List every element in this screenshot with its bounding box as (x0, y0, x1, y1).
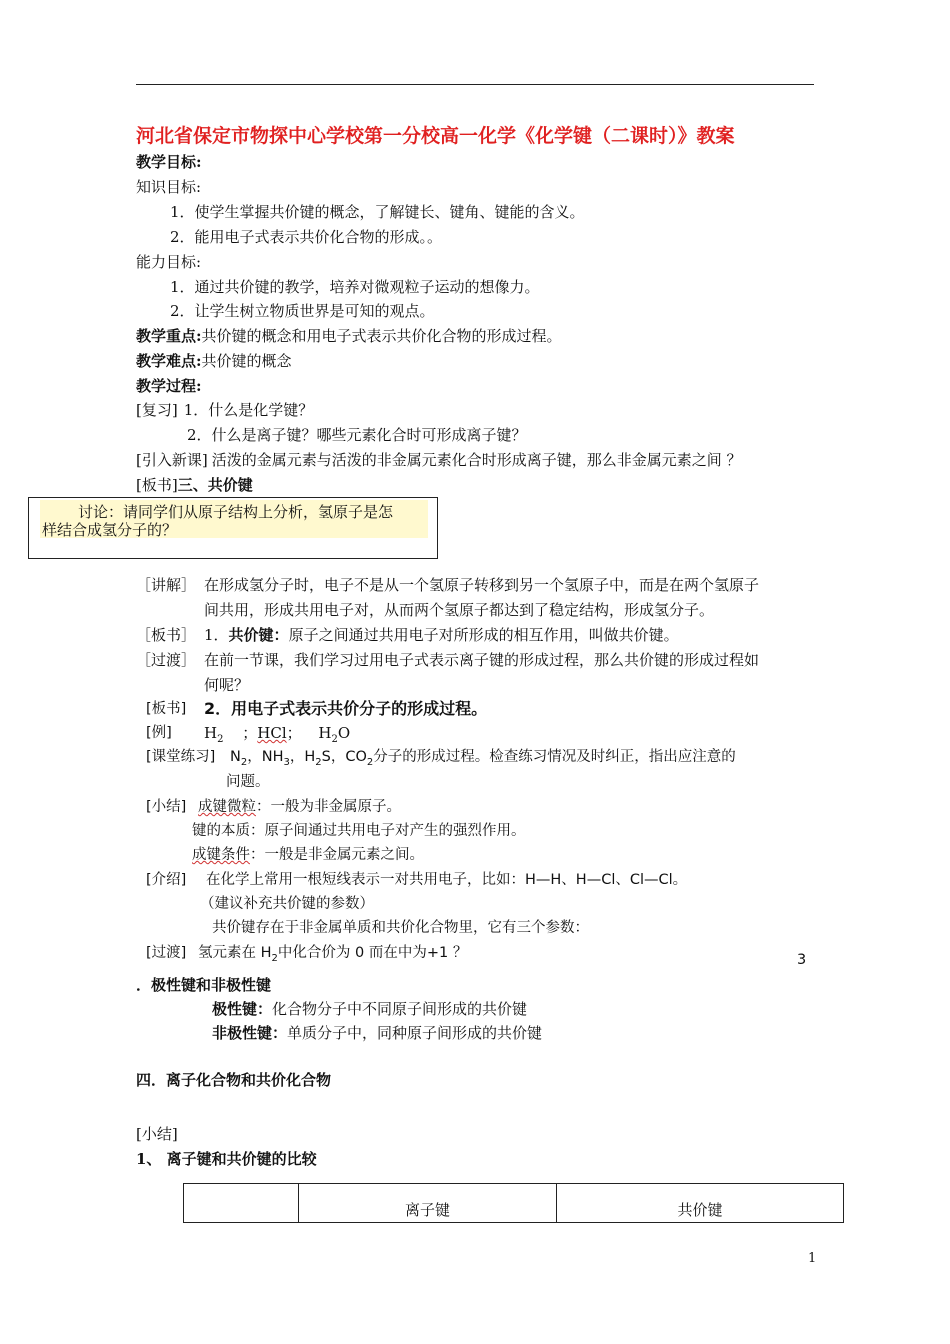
summary1-l1-text: ：一般为非金属原子。 (256, 799, 401, 815)
board2-line (204, 625, 679, 645)
process-heading: 教学过程: (136, 377, 202, 395)
review-line-1 (136, 400, 313, 420)
summary1-tag: [小结] (146, 799, 187, 815)
summary1-line-3 (192, 845, 424, 865)
transition2-text-a: 氢元素在 H (198, 945, 272, 961)
practice-h2s-b: S，CO (321, 749, 367, 765)
transition2-sub: 2 (271, 952, 278, 964)
example-h2o-b: O (337, 724, 351, 742)
summary1-line-1 (198, 797, 401, 817)
ability-item-1: 1．通过共价键的教学，培养对微观粒子运动的想像力。 (170, 278, 540, 296)
polar-label: 极性键： (212, 1000, 273, 1018)
difficulty-text: 共价键的概念 (201, 352, 292, 370)
board2-text: 原子之间通过共用电子对所形成的相互作用，叫做共价键。 (288, 626, 679, 644)
review-q1: 1．什么是化学键？ (183, 401, 314, 419)
practice-rest: 分子的形成过程。检查练习情况及时纠正，指出应注意的 (373, 749, 736, 765)
transition1-line-2: 何呢？ (204, 676, 250, 694)
example-semi: ； (286, 724, 302, 742)
ability-item-2: 2．让学生树立物质世界是可知的观点。 (170, 302, 435, 320)
page-number: 1 (808, 1251, 817, 1266)
example-h2o-a: H (318, 724, 332, 742)
explain-tag: ［讲解］ (136, 576, 197, 594)
board2-num: 1． (204, 626, 229, 644)
discussion-line-1: 讨论：请同学们从原子结构上分析，氢原子是怎 (78, 503, 394, 521)
transition1-line-1: 在前一节课，我们学习过用电子式表示离子键的形成过程，那么共价键的形成过程如 (204, 651, 760, 669)
transition2-tag: [过渡] (146, 945, 187, 961)
ability-label: 能力目标: (136, 253, 202, 271)
transition2-text-b: 中化合价为 0 而在中为+1 ？ (277, 945, 468, 961)
summary1-l1-label: 成键微粒 (198, 799, 256, 815)
summary1-line-2: 键的本质：原子间通过共用电子对产生的强烈作用。 (192, 823, 526, 839)
board-line-1 (136, 475, 253, 495)
polar-text: 化合物分子中不同原子间形成的共价键 (272, 1000, 528, 1018)
board1-tag: [板书] (136, 476, 178, 494)
example-formulas (204, 723, 350, 743)
example-sep: ； (242, 724, 258, 742)
example-h2o-sub: 2 (331, 734, 338, 745)
board1-text: 三、共价键 (177, 476, 253, 494)
table-row (184, 1184, 844, 1223)
intro2-exist: 共价键存在于非金属单质和共价化合物里，它有三个参数： (212, 920, 589, 936)
table-header-cell: 共价键 (557, 1184, 844, 1223)
practice-n2: N (230, 749, 241, 765)
nonpolar-text: 单质分子中，同种原子间形成的共价键 (287, 1024, 543, 1042)
difficulty (136, 351, 292, 371)
board3-text: 2．用电子式表示共价分子的形成过程。 (204, 699, 488, 718)
practice-nh3-sub: 3 (283, 756, 290, 768)
practice-line-1 (230, 747, 736, 767)
summary1-l3-text: ：一般是非金属元素之间。 (250, 847, 424, 863)
board3-tag: [板书] (146, 701, 187, 717)
polarity-heading: ．极性键和非极性键 (136, 976, 272, 994)
nonpolar-label: 非极性键： (212, 1024, 288, 1042)
transition1-tag: ［过渡］ (136, 651, 197, 669)
board2-tag: ［板书］ (136, 626, 197, 644)
example-hcl: HCl (257, 724, 287, 742)
practice-line-2: 问题。 (226, 774, 270, 790)
page-title: 河北省保定市物探中心学校第一分校高一化学《化学键（二课时）》教案 (136, 125, 735, 147)
key-point (136, 326, 562, 346)
summary2-item-1: 1、 离子键和共价键的比较 (136, 1150, 317, 1168)
objectives-heading: 教学目标: (136, 153, 202, 171)
key-point-label: 教学重点: (136, 327, 202, 345)
difficulty-label: 教学难点: (136, 352, 202, 370)
discussion-line-2: 样结合成氢分子的？ (42, 521, 178, 539)
knowledge-item-2: 2．能用电子式表示共价化合物的形成。。 (170, 228, 443, 246)
knowledge-label: 知识目标: (136, 178, 202, 196)
explain-line-2: 间共用，形成共用电子对，从而两个氢原子都达到了稳定结构，形成氢分子。 (204, 601, 715, 619)
review-tag: [复习] (136, 401, 178, 419)
polar-line (212, 999, 527, 1019)
practice-h2s: ，H (289, 749, 316, 765)
intro-text: 活泼的金属元素与活泼的非金属元素化合时形成离子键，那么非金属元素之间 ？ (211, 451, 742, 469)
section4-heading: 四．离子化合物和共价化合物 (136, 1071, 332, 1089)
transition2-text (198, 943, 467, 963)
intro2-text: 在化学上常用一根短线表示一对共用电子，比如：H—H、H—Cl、Cl—Cl。 (206, 872, 688, 888)
table-header-cell (184, 1184, 299, 1223)
practice-n2-sub: 2 (240, 756, 248, 768)
example-h2: H (204, 724, 218, 742)
intro2-tag: [介绍] (146, 872, 187, 888)
example-tag: [例] (146, 725, 172, 741)
example-h2-sub: 2 (217, 734, 224, 745)
summary1-l3-label: 成键条件 (192, 847, 250, 863)
explain-line-1: 在形成氢分子时，电子不是从一个氢原子转移到另一个氢原子中，而是在两个氢原子 (204, 576, 760, 594)
practice-tag: [课堂练习] (146, 749, 216, 765)
practice-nh3: ，NH (247, 749, 284, 765)
intro-line (136, 450, 742, 470)
intro2-suggest: （建议补充共价键的参数） (200, 896, 374, 912)
practice-h2s-sub: 2 (315, 756, 322, 768)
nonpolar-line (212, 1023, 542, 1043)
board2-term: 共价键： (228, 626, 289, 644)
review-q2: 2．什么是离子键？哪些元素化合时可形成离子键？ (187, 426, 527, 444)
table-header-cell: 离子键 (299, 1184, 557, 1223)
intro-tag: [引入新课] (136, 451, 208, 469)
side-number: 3 (797, 952, 807, 968)
key-point-text: 共价键的概念和用电子式表示共价化合物的形成过程。 (201, 327, 562, 345)
knowledge-item-1: 1．使学生掌握共价键的概念，了解键长、键角、键能的含义。 (170, 203, 585, 221)
comparison-table (183, 1183, 844, 1223)
header-rule (136, 84, 814, 85)
practice-co2-sub: 2 (366, 756, 374, 768)
summary2-tag: [小结] (136, 1125, 178, 1143)
